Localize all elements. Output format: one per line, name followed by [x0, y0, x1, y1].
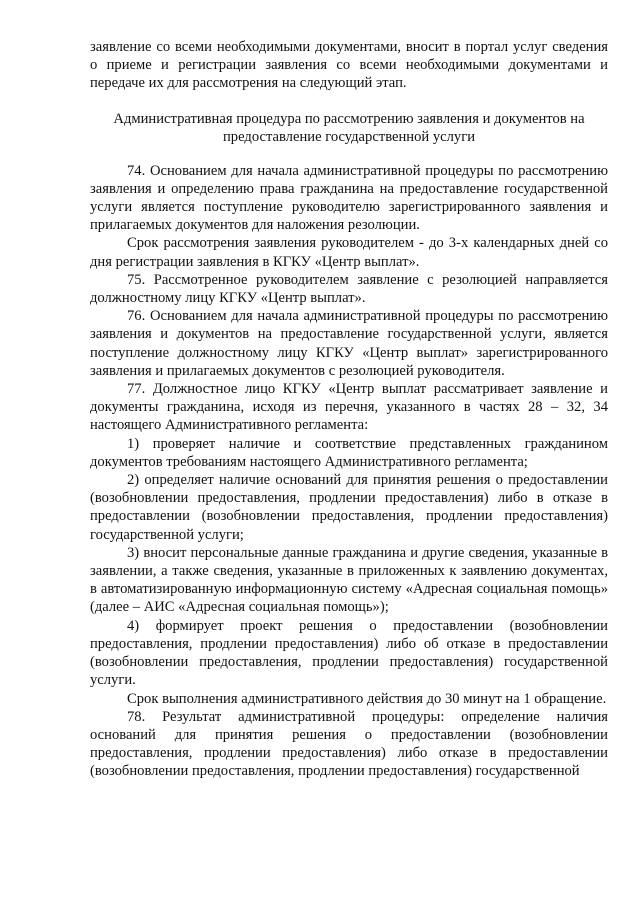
- top-fragment-paragraph: заявление со всеми необходимыми документами, вносит в портал услуг сведения о приеме и регистрации заявления со всеми необходимыми документами и передаче их для рассмотрения на следующий этап.: [90, 39, 608, 92]
- document-page: [90, 38, 608, 781]
- section-heading: Административная процедура по рассмотрению заявления и документов на предоставление государственной услуги: [113, 110, 585, 145]
- paragraph-74: 74. Основанием для начала административной процедуры по рассмотрению заявления и определению права гражданина на предоставление государственной услуги является поступление руководителю зарегистрированного заявления и прилагаемых документов для наложения резолюции.: [90, 162, 608, 234]
- paragraph-74-term: Срок рассмотрения заявления руководителем - до 3-х календарных дней со дня регистрации заявления в КГКУ «Центр выплат».: [90, 235, 608, 270]
- paragraph-77-item-1: 1) проверяет наличие и соответствие представленных гражданином документов требованиям настоящего Административного регламента;: [90, 435, 608, 470]
- paragraph-77-item-3: 3) вносит персональные данные гражданина и другие сведения, указанные в заявлении, а также сведения, указанные в приложенных к заявлению документах, в автоматизированную информационную систему «Адресная социальная помощь» (далее – АИС «Адресная социальная помощь»);: [90, 544, 608, 616]
- paragraph-77-item-4: 4) формирует проект решения о предоставлении (возобновлении предоставления, продлении предоставления) либо об отказе в предоставлении (возобновлении предоставления, продлении предоставления) государственной услуги.: [90, 617, 608, 689]
- paragraph-77-term: Срок выполнения административного действия до 30 минут на 1 обращение.: [127, 690, 607, 707]
- paragraph-78: 78. Результат административной процедуры: определение наличия оснований для принятия решения о предоставлении (возобновлении предоставления, продлении предоставления) либо отказе в предоставлении (возобновлении предоставления, продлении предоставления) государственной: [90, 708, 608, 780]
- paragraph-77: 77. Должностное лицо КГКУ «Центр выплат рассматривает заявление и документы гражданина, исходя из перечня, указанного в частях 28 – 32, 34 настоящего Административного регламента:: [90, 381, 608, 434]
- paragraph-75: 75. Рассмотренное руководителем заявление с резолюцией направляется должностному лицу КГКУ «Центр выплат».: [90, 271, 608, 307]
- paragraph-76: 76. Основанием для начала административной процедуры по рассмотрению заявления и документов на предоставление государственной услуги, является поступление должностному лицу КГКУ «Центр выплат» зарегистрированного заявления и прилагаемых документов с резолюцией руководителя.: [90, 308, 608, 379]
- paragraph-77-item-2: 2) определяет наличие оснований для принятия решения о предоставлении (возобновлении предоставления, продлении предоставления) либо в отказе в предоставлении (возобновлении предоставления, продлении предоставления) государственной услуги;: [90, 472, 608, 543]
